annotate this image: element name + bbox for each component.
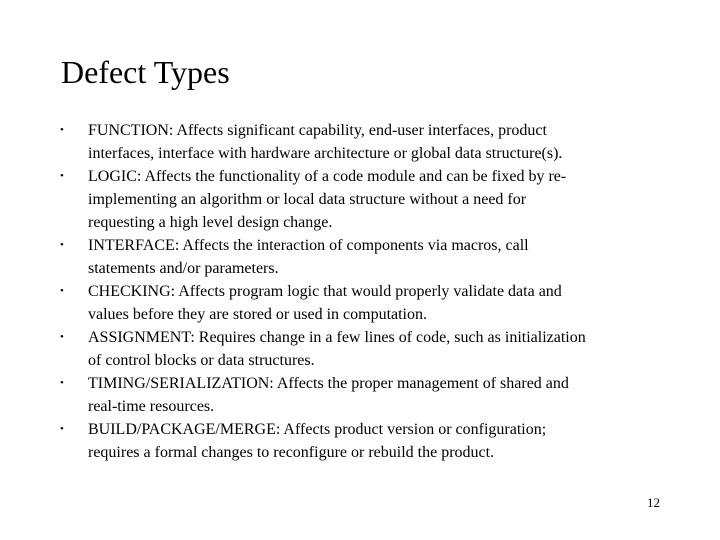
bullet-text [88, 234, 688, 280]
bullet-text [88, 119, 688, 165]
bullet-item-timing-serialization [0, 372, 720, 418]
bullet-text-line: TIMING/SERIALIZATION: Affects the proper management of shared and [88, 375, 569, 392]
bullet-marker: • [60, 239, 64, 251]
bullet-item-interface [0, 234, 720, 280]
bullet-text [88, 280, 688, 326]
bullet-text-line: FUNCTION: Affects significant capability, end-user interfaces, product [88, 122, 547, 139]
bullet-text-line: real-time resources. [88, 398, 215, 415]
page-number: 12 [647, 495, 660, 510]
bullet-text [88, 165, 688, 234]
bullet-text [88, 418, 688, 464]
bullet-text [88, 372, 688, 418]
bullet-text-line: ASSIGNMENT: Requires change in a few lines of code, such as initialization [88, 329, 586, 346]
bullet-marker: • [60, 285, 64, 297]
slide-title: Defect Types [61, 54, 230, 90]
bullet-text-line: values before they are stored or used in computation. [88, 306, 427, 323]
bullet-text-line: statements and/or parameters. [88, 260, 279, 277]
bullet-text-line: implementing an algorithm or local data structure without a need for [88, 191, 527, 208]
bullet-marker: • [60, 423, 64, 435]
bullet-text-line: requires a formal changes to reconfigure or rebuild the product. [88, 444, 495, 461]
bullet-text-line: CHECKING: Affects program logic that would properly validate data and [88, 283, 562, 300]
bullet-marker: • [60, 377, 64, 389]
bullet-item-function [0, 119, 720, 165]
bullet-text-line: INTERFACE: Affects the interaction of components via macros, call [88, 237, 529, 254]
bullet-marker: • [60, 331, 64, 343]
bullet-item-checking [0, 280, 720, 326]
bullet-text [88, 326, 688, 372]
bullet-text-line: LOGIC: Affects the functionality of a code module and can be fixed by re- [88, 168, 567, 185]
bullet-item-assignment [0, 326, 720, 372]
bullet-text-line: of control blocks or data structures. [88, 352, 315, 369]
bullet-text-line: requesting a high level design change. [88, 214, 333, 231]
bullet-text-line: interfaces, interface with hardware architecture or global data structure(s). [88, 145, 563, 162]
bullet-text-line: BUILD/PACKAGE/MERGE: Affects product version or configuration; [88, 421, 547, 438]
bullet-item-logic [0, 165, 720, 234]
bullet-marker: • [60, 124, 64, 136]
bullet-item-build-package-merge [0, 418, 720, 464]
bullet-marker: • [60, 170, 64, 182]
